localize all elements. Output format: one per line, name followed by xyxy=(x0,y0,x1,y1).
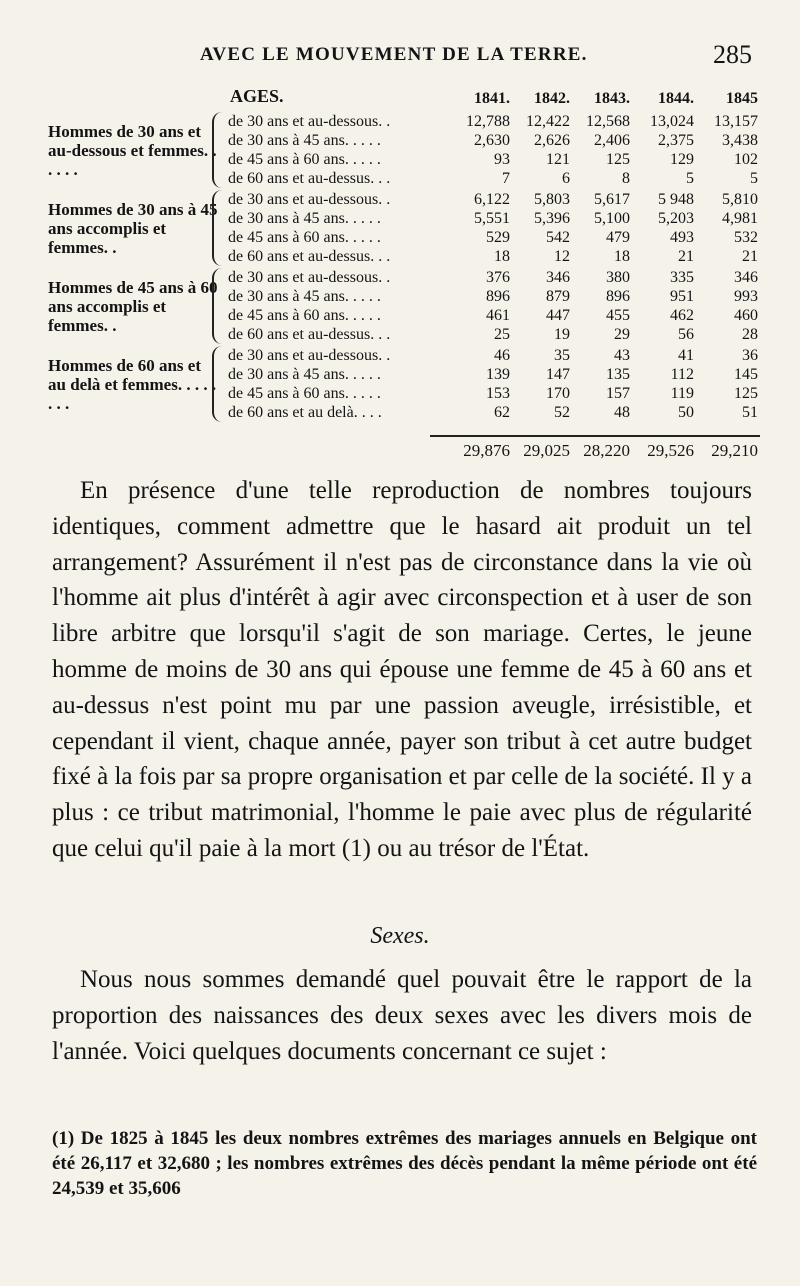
table-cell: 479 xyxy=(606,229,630,246)
table-cell: 62 xyxy=(494,404,510,421)
table-cell: 2,375 xyxy=(658,132,694,149)
year-header: 1843. xyxy=(594,90,630,107)
table-cell: 35 xyxy=(554,347,570,364)
table-cell: 7 xyxy=(502,170,510,187)
table-cell: 12,568 xyxy=(586,113,630,130)
table-cell: 170 xyxy=(546,385,570,402)
table-row xyxy=(228,384,758,403)
age-range-cell: de 45 ans à 60 ans. . . . . xyxy=(228,151,381,168)
table-cell: 5,396 xyxy=(534,210,570,227)
ages-column-label: AGES. xyxy=(230,86,284,106)
table-cell: 532 xyxy=(734,229,758,246)
table-cell: 129 xyxy=(670,151,694,168)
table-body xyxy=(48,112,758,424)
paragraph-text: En présence d'une telle reproduction de nombres toujours identiques, comment admettre que le hasard ait produit un tel arrangement? Assurément il n'est pas de circonstance dans la vie où l'homme ait plus d'intérêt à agir avec circonspection et à user de son libre arbitre que lorsqu'il s'agit de son mariage. Certes, le jeune homme de moins de 30 ans qui épouse une femme de 45 à 60 ans et au-dessus n'est point mu par une passion aveugle, irrésistible, et cependant il vient, chaque année, payer son tribut à cet autre budget fixé à la fois par sa propre organisation et par celle de la société. Il y a plus : ce tribut matrimonial, l'homme le paie avec plus de régularité que celui qu'il paie à la mort (1) ou au trésor de l'État. xyxy=(52,477,752,862)
table-cell: 6 xyxy=(562,170,570,187)
table-cell: 139 xyxy=(486,366,510,383)
table-cell: 41 xyxy=(678,347,694,364)
table-cell: 18 xyxy=(614,248,630,265)
table-cell: 13,157 xyxy=(714,113,758,130)
table-cell: 542 xyxy=(546,229,570,246)
body-paragraph xyxy=(52,473,752,867)
curly-brace xyxy=(212,112,226,188)
table-cell: 13,024 xyxy=(650,113,694,130)
table-cell: 993 xyxy=(734,288,758,305)
table-cell: 125 xyxy=(734,385,758,402)
table-cell: 119 xyxy=(670,385,694,402)
group-label: Hommes de 30 ans et au-dessous et femmes. . . . . . xyxy=(48,122,217,179)
table-row xyxy=(228,190,758,209)
table-cell: 46 xyxy=(494,347,510,364)
age-range-cell: de 60 ans et au delà. . . . xyxy=(228,404,382,421)
table-row xyxy=(228,365,758,384)
age-range-cell: de 30 ans à 45 ans. . . . . xyxy=(228,288,381,305)
table-cell: 5,203 xyxy=(658,210,694,227)
table-cell: 4,981 xyxy=(722,210,758,227)
table-group xyxy=(48,190,758,268)
table-group xyxy=(48,112,758,190)
table-row xyxy=(228,325,758,344)
table-cell: 346 xyxy=(546,269,570,286)
table-cell: 50 xyxy=(678,404,694,421)
age-range-cell: de 60 ans et au-dessus. . . xyxy=(228,248,391,265)
table-cell: 8 xyxy=(622,170,630,187)
table-cell: 29 xyxy=(614,326,630,343)
table-cell: 48 xyxy=(614,404,630,421)
footnote: (1) De 1825 à 1845 les deux nombres extrêmes des mariages annuels en Belgique ont été 26,117 et 32,680 ; les nombres extrêmes des décès pendant la même période ont été 24,539 et 35,606 xyxy=(52,1128,757,1199)
paragraph-text: Nous nous sommes demandé quel pouvait être le rapport de la proportion des naissances des deux sexes avec les divers mois de l'année. Voici quelques documents concernant ce sujet : xyxy=(52,966,752,1065)
table-row xyxy=(228,150,758,169)
group-label: Hommes de 60 ans et au delà et femmes. . . . . . . . xyxy=(48,356,217,413)
table-cell: 376 xyxy=(486,269,510,286)
table-cell: 2,630 xyxy=(474,132,510,149)
table-cell: 447 xyxy=(546,307,570,324)
table-group xyxy=(48,346,758,424)
group-label: Hommes de 45 ans à 60 ans accomplis et femmes. . xyxy=(48,278,218,335)
age-range-cell: de 30 ans à 45 ans. . . . . xyxy=(228,366,381,383)
age-range-cell: de 60 ans et au-dessus. . . xyxy=(228,170,391,187)
table-row xyxy=(228,287,758,306)
table-cell: 36 xyxy=(742,347,758,364)
table-cell: 493 xyxy=(670,229,694,246)
age-range-cell: de 30 ans et au-dessous. . xyxy=(228,113,391,130)
totals-row xyxy=(228,441,758,463)
table-cell: 346 xyxy=(734,269,758,286)
table-cell: 25 xyxy=(494,326,510,343)
table-cell: 43 xyxy=(614,347,630,364)
age-range-cell: de 30 ans et au-dessous. . xyxy=(228,347,391,364)
table-row xyxy=(228,209,758,228)
table-group xyxy=(48,268,758,346)
table-cell: 12,788 xyxy=(466,113,510,130)
table-cell: 18 xyxy=(494,248,510,265)
table-cell: 5,551 xyxy=(474,210,510,227)
table-cell: 135 xyxy=(606,366,630,383)
table-cell: 121 xyxy=(546,151,570,168)
table-cell: 112 xyxy=(670,366,694,383)
table-row xyxy=(228,247,758,266)
year-header: 1844. xyxy=(658,90,694,107)
table-cell: 5 948 xyxy=(658,191,694,208)
table-cell: 93 xyxy=(494,151,510,168)
table-cell: 2,626 xyxy=(534,132,570,149)
section-title: Sexes. xyxy=(370,923,430,949)
table-row xyxy=(228,112,758,131)
marriage-age-table xyxy=(48,86,758,460)
table-cell: 380 xyxy=(606,269,630,286)
total-value: 28,220 xyxy=(583,441,630,460)
table-cell: 896 xyxy=(486,288,510,305)
table-cell: 529 xyxy=(486,229,510,246)
table-cell: 21 xyxy=(678,248,694,265)
running-title: AVEC LE MOUVEMENT DE LA TERRE. xyxy=(200,44,588,65)
year-header: 1841. xyxy=(474,90,510,107)
table-row xyxy=(228,131,758,150)
table-cell: 56 xyxy=(678,326,694,343)
table-cell: 455 xyxy=(606,307,630,324)
table-cell: 335 xyxy=(670,269,694,286)
table-cell: 879 xyxy=(546,288,570,305)
group-label: Hommes de 30 ans à 45 ans accomplis et femmes. . xyxy=(48,200,218,257)
table-cell: 28 xyxy=(742,326,758,343)
age-range-cell: de 30 ans et au-dessous. . xyxy=(228,269,391,286)
table-row xyxy=(228,268,758,287)
table-cell: 6,122 xyxy=(474,191,510,208)
total-value: 29,025 xyxy=(523,441,570,460)
total-rule xyxy=(430,435,760,437)
year-header: 1842. xyxy=(534,90,570,107)
table-cell: 52 xyxy=(554,404,570,421)
table-cell: 951 xyxy=(670,288,694,305)
table-cell: 19 xyxy=(554,326,570,343)
curly-brace xyxy=(212,346,226,422)
body-paragraph xyxy=(52,962,752,1069)
age-range-cell: de 30 ans à 45 ans. . . . . xyxy=(228,210,381,227)
table-cell: 461 xyxy=(486,307,510,324)
curly-brace xyxy=(212,268,226,344)
table-cell: 12 xyxy=(554,248,570,265)
age-range-cell: de 60 ans et au-dessus. . . xyxy=(228,326,391,343)
table-row xyxy=(228,169,758,188)
table-header-row xyxy=(48,86,758,112)
table-cell: 145 xyxy=(734,366,758,383)
table-cell: 157 xyxy=(606,385,630,402)
table-cell: 460 xyxy=(734,307,758,324)
table-row xyxy=(228,228,758,247)
table-cell: 102 xyxy=(734,151,758,168)
total-value: 29,876 xyxy=(463,441,510,460)
age-range-cell: de 30 ans à 45 ans. . . . . xyxy=(228,132,381,149)
table-cell: 12,422 xyxy=(526,113,570,130)
curly-brace xyxy=(212,190,226,266)
page-header xyxy=(200,40,760,70)
table-cell: 153 xyxy=(486,385,510,402)
table-row xyxy=(228,403,758,422)
page-number: 285 xyxy=(713,40,752,69)
year-header: 1845 xyxy=(726,90,758,107)
age-range-cell: de 45 ans à 60 ans. . . . . xyxy=(228,229,381,246)
table-cell: 5,617 xyxy=(594,191,630,208)
table-cell: 51 xyxy=(742,404,758,421)
table-cell: 3,438 xyxy=(722,132,758,149)
table-cell: 462 xyxy=(670,307,694,324)
table-row xyxy=(228,346,758,365)
table-cell: 5,810 xyxy=(722,191,758,208)
table-cell: 896 xyxy=(606,288,630,305)
total-value: 29,210 xyxy=(711,441,758,460)
table-cell: 2,406 xyxy=(594,132,630,149)
table-cell: 21 xyxy=(742,248,758,265)
total-value: 29,526 xyxy=(647,441,694,460)
table-cell: 5 xyxy=(750,170,758,187)
table-cell: 147 xyxy=(546,366,570,383)
table-row xyxy=(228,306,758,325)
table-cell: 5 xyxy=(686,170,694,187)
table-cell: 125 xyxy=(606,151,630,168)
table-cell: 5,803 xyxy=(534,191,570,208)
age-range-cell: de 30 ans et au-dessous. . xyxy=(228,191,391,208)
table-cell: 5,100 xyxy=(594,210,630,227)
age-range-cell: de 45 ans à 60 ans. . . . . xyxy=(228,385,381,402)
age-range-cell: de 45 ans à 60 ans. . . . . xyxy=(228,307,381,324)
